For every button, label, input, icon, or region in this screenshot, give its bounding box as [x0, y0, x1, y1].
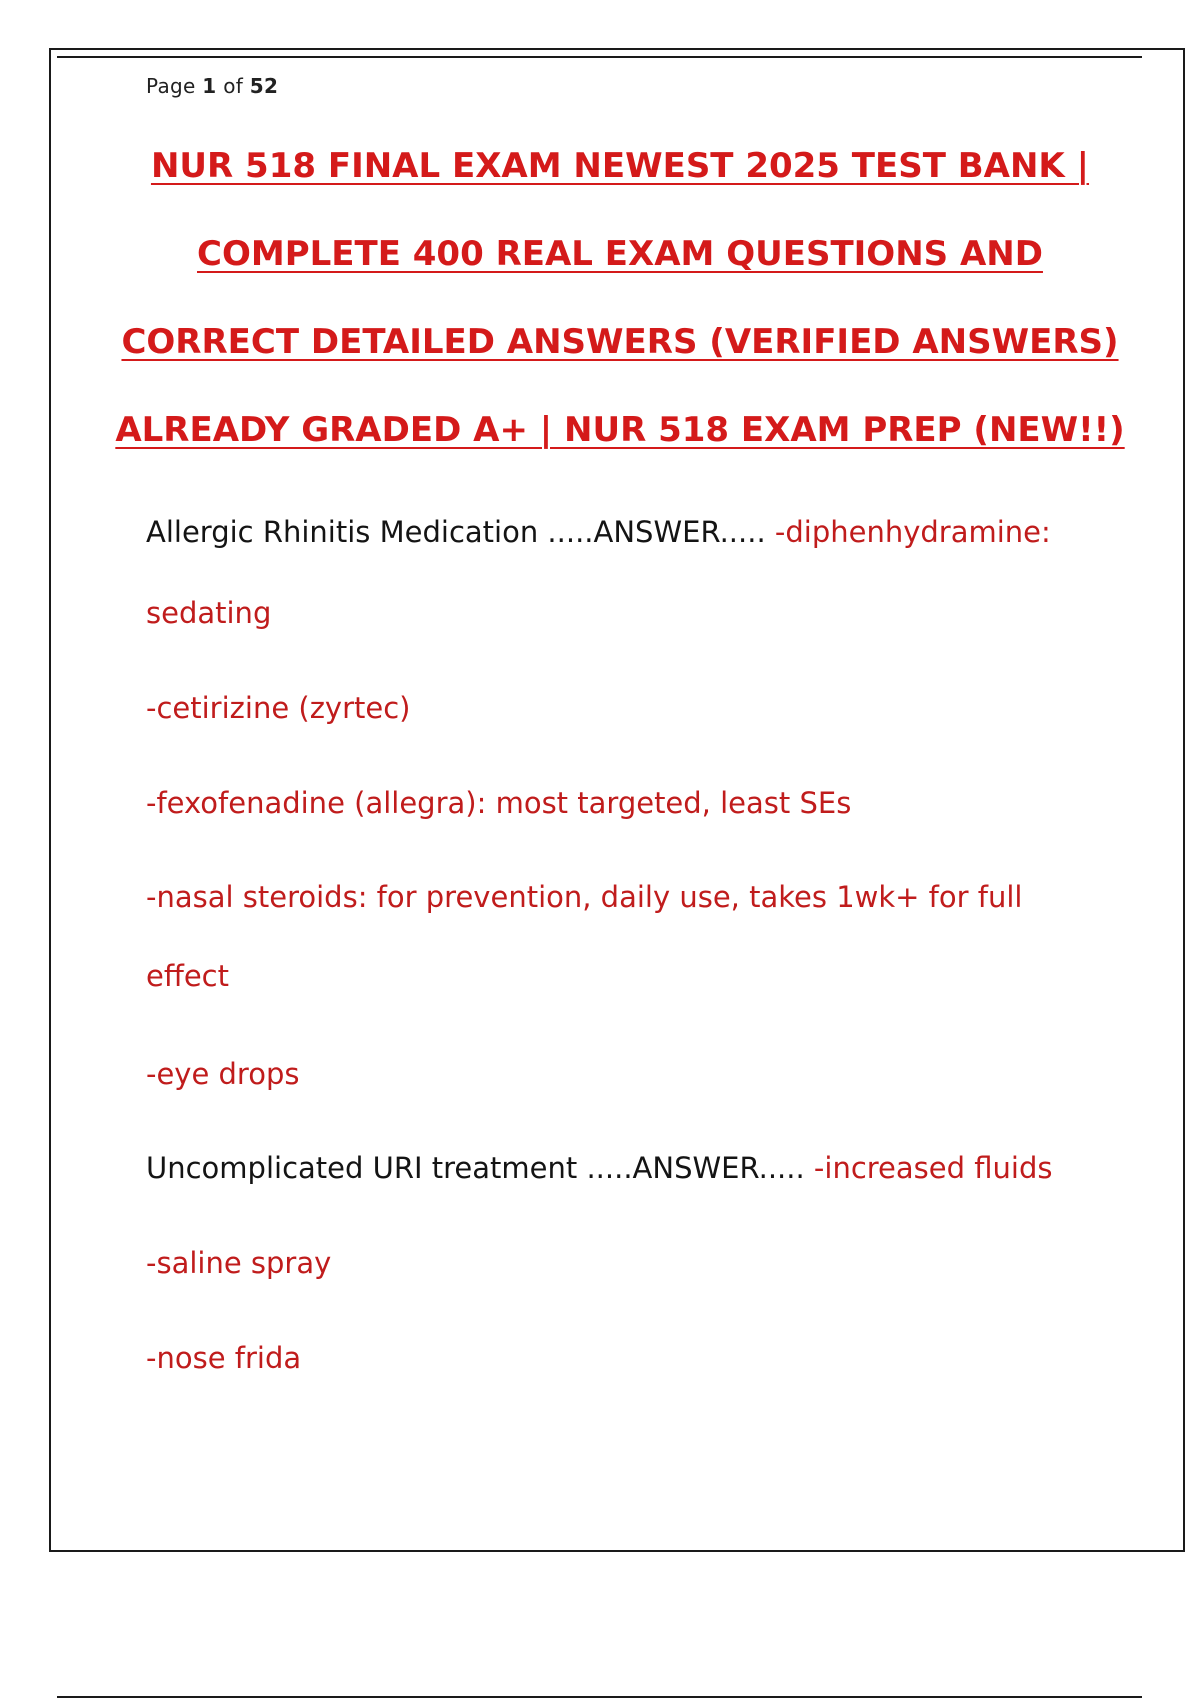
page-of: of: [223, 74, 244, 98]
answer-line: -eye drops: [146, 1057, 300, 1091]
answer-text: -diphenhydramine:: [774, 515, 1051, 549]
answer-line: -nasal steroids: for prevention, daily use, takes 1wk+ for full: [146, 880, 1023, 914]
page-number: [146, 74, 278, 98]
page-current: 1: [202, 74, 217, 98]
title-line: ALREADY GRADED A+ | NUR 518 EXAM PREP (NEW!!): [115, 410, 1125, 450]
title-line: COMPLETE 400 REAL EXAM QUESTIONS AND: [197, 234, 1043, 274]
title-line: CORRECT DETAILED ANSWERS (VERIFIED ANSWERS): [121, 322, 1119, 362]
answer-line: -cetirizine (zyrtec): [146, 691, 411, 725]
qa-question-line: [146, 512, 1051, 552]
question-text: Uncomplicated URI treatment .....ANSWER.....: [146, 1151, 814, 1185]
qa-question-line: [146, 1148, 1052, 1188]
answer-line: -nose frida: [146, 1341, 302, 1375]
bottom-rule: [57, 1696, 1142, 1698]
answer-line: -fexofenadine (allegra): most targeted, least SEs: [146, 786, 852, 820]
answer-line: effect: [146, 959, 229, 993]
page-total: 52: [249, 74, 279, 98]
document-title: [110, 138, 1130, 490]
page-label: Page: [146, 74, 196, 98]
answer-line: -saline spray: [146, 1246, 332, 1280]
answer-text: -increased fluids: [813, 1151, 1053, 1185]
answer-line: sedating: [146, 596, 272, 630]
title-line: NUR 518 FINAL EXAM NEWEST 2025 TEST BANK |: [150, 146, 1090, 186]
question-text: Allergic Rhinitis Medication .....ANSWER.....: [146, 515, 775, 549]
